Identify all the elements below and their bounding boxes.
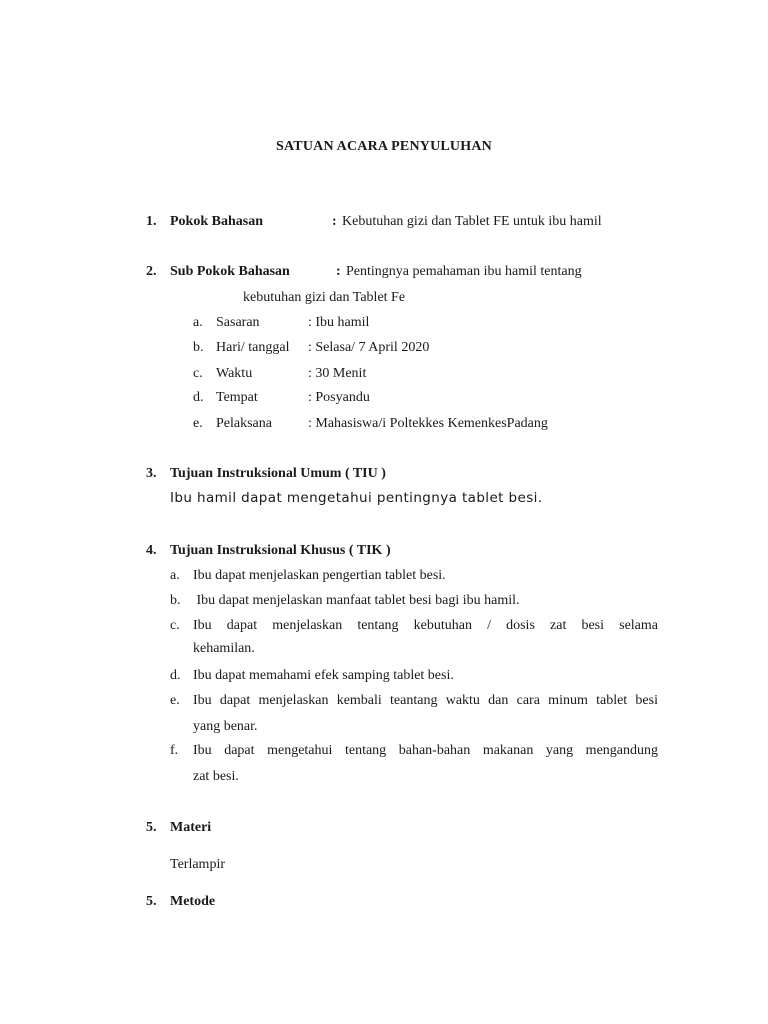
section-2-item-value: : Mahasiswa/i Poltekkes KemenkesPadang	[308, 416, 548, 431]
section-1-number: 1.	[146, 214, 157, 229]
section-2-heading: Sub Pokok Bahasan	[170, 264, 290, 279]
section-2-item-value: : 30 Menit	[308, 366, 367, 381]
section-2-item-label: Pelaksana	[216, 416, 272, 431]
section-1-value: Kebutuhan gizi dan Tablet FE untuk ibu hamil	[342, 214, 602, 229]
section-1-heading: Pokok Bahasan	[170, 214, 263, 229]
section-2-item-letter: c.	[193, 366, 203, 381]
section-4-item-text-continued: yang benar.	[193, 719, 258, 734]
section-3-text: Ibu hamil dapat mengetahui pentingnya tablet besi.	[170, 490, 543, 506]
section-2-colon: :	[336, 264, 341, 279]
section-5-text: Terlampir	[170, 857, 225, 872]
section-2-item-letter: b.	[193, 340, 204, 355]
document-title: SATUAN ACARA PENYULUHAN	[276, 139, 492, 154]
section-2-item-value: : Ibu hamil	[308, 315, 370, 330]
section-4-item-letter: e.	[170, 693, 180, 708]
section-2-item-label: Waktu	[216, 366, 253, 381]
section-4-item-text-continued: kehamilan.	[193, 641, 255, 656]
section-4-item-text: Ibu dapat mengetahui tentang bahan-bahan makanan yang mengandung	[193, 743, 658, 758]
section-4-item-text: Ibu dapat menjelaskan manfaat tablet besi bagi ibu hamil.	[193, 593, 520, 608]
section-4-item-text: Ibu dapat memahami efek samping tablet besi.	[193, 668, 454, 683]
section-2-item-label: Tempat	[216, 390, 258, 405]
section-4-item-text-continued: zat besi.	[193, 769, 239, 784]
section-2-item-value: : Posyandu	[308, 390, 370, 405]
section-4-item-text: Ibu dapat menjelaskan tentang kebutuhan / dosis zat besi selama	[193, 618, 658, 633]
section-3-heading: Tujuan Instruksional Umum ( TIU )	[170, 466, 386, 481]
section-4-item-letter: c.	[170, 618, 180, 633]
section-4-item-letter: f.	[170, 743, 179, 758]
section-2-item-letter: e.	[193, 416, 203, 431]
section-2-item-label: Sasaran	[216, 315, 260, 330]
section-2-item-value: : Selasa/ 7 April 2020	[308, 340, 430, 355]
section-2-item-label: Hari/ tanggal	[216, 340, 290, 355]
section-3-number: 3.	[146, 466, 157, 481]
section-5-heading: Materi	[170, 820, 212, 835]
section-6-number: 5.	[146, 894, 157, 909]
section-4-number: 4.	[146, 543, 157, 558]
section-2-value-line2: kebutuhan gizi dan Tablet Fe	[243, 290, 406, 305]
section-4-item-letter: b.	[170, 593, 181, 608]
section-4-item-letter: d.	[170, 668, 181, 683]
section-1-colon: :	[332, 214, 337, 229]
section-6-heading: Metode	[170, 894, 216, 909]
section-2-number: 2.	[146, 264, 157, 279]
section-5-number: 5.	[146, 820, 157, 835]
section-4-heading: Tujuan Instruksional Khusus ( TIK )	[170, 543, 391, 558]
section-4-item-text: Ibu dapat menjelaskan kembali teantang waktu dan cara minum tablet besi	[193, 693, 658, 708]
section-2-item-letter: a.	[193, 315, 203, 330]
section-2-item-letter: d.	[193, 390, 204, 405]
section-4-item-text: Ibu dapat menjelaskan pengertian tablet besi.	[193, 568, 446, 583]
section-2-value-line1: Pentingnya pemahaman ibu hamil tentang	[346, 264, 582, 279]
section-4-item-letter: a.	[170, 568, 180, 583]
